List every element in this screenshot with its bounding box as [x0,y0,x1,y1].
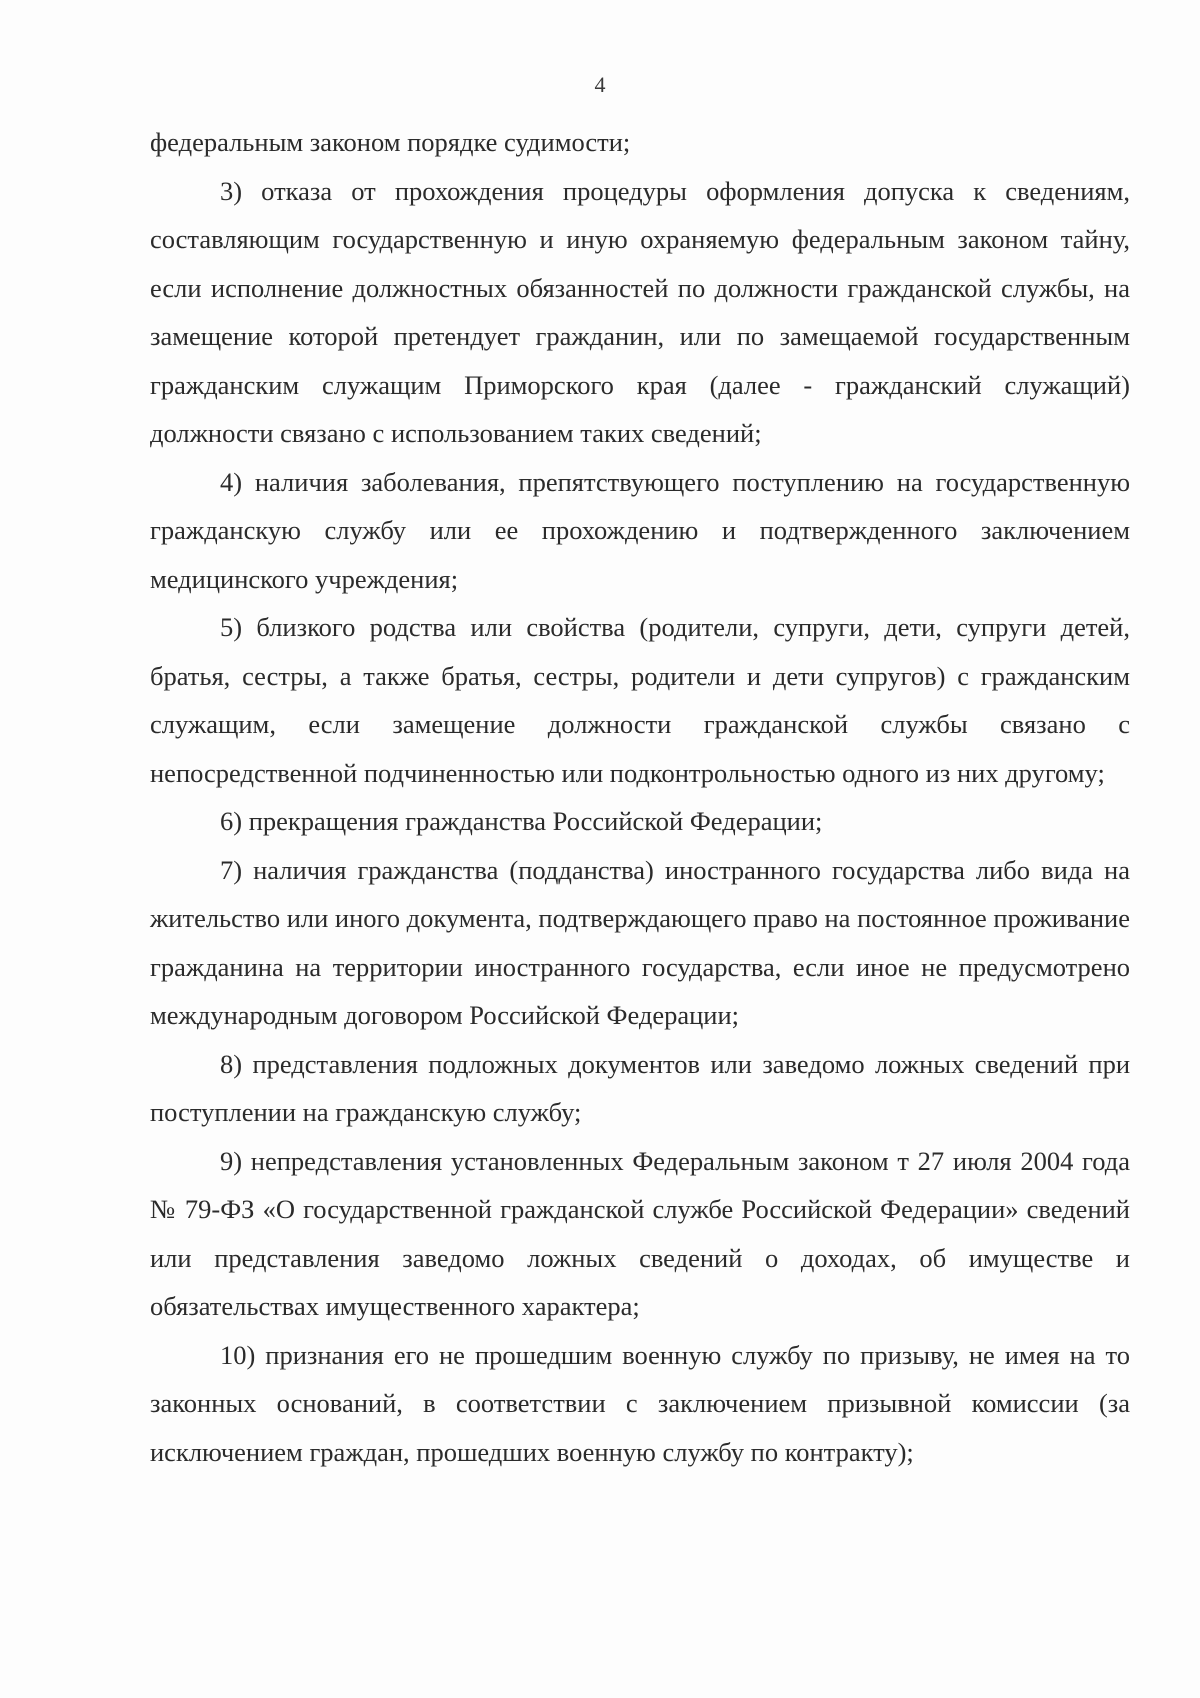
paragraph-item-5: 5) близкого родства или свойства (родители, супруги, дети, супруги детей, братья, сестры, а также братья, сестры, родители и дети супругов) с гражданским служащим, если замещение должности гражданской службы связано с непосредственной подчиненностью или подконтрольностью одного из них другому; [150,612,1130,788]
paragraph-item-4: 4) наличия заболевания, препятствующего поступлению на государственную гражданскую службу или ее прохождению и подтвержденного заключением медицинского учреждения; [150,466,1130,594]
paragraph-item-9: 9) непредставления установленных Федеральным законом т 27 июля 2004 года № 79-ФЗ «О государственной гражданской службе Российской Федерации» сведений или представления заведомо ложных сведений о доходах, об имуществе и обязательствах имущественного характера; [150,1145,1130,1321]
paragraph-continuation: федеральным законом порядке судимости; [150,127,631,157]
paragraph-item-3: 3) отказа от прохождения процедуры оформления допуска к сведениям, составляющим государственную и иную охраняемую федеральным законом тайну, если исполнение должностных обязанностей по должности гражданской службы, на замещение которой претендует гражданин, или по замещаемой государственным гражданским служащим Приморского края (далее - гражданский служащий) должности связано с использованием таких сведений; [150,175,1130,448]
paragraph-item-7: 7) наличия гражданства (подданства) иностранного государства либо вида на жительство или иного документа, подтверждающего право на постоянное проживание гражданина на территории иностранного государства, если иное не предусмотрено международным договором Российской Федерации; [150,854,1130,1030]
page-number: 4 [594,72,606,97]
paragraph-item-10: 10) признания его не прошедшим военную службу по призыву, не имея на то законных оснований, в соответствии с заключением призывной комиссии (за исключением граждан, прошедших военную службу по контракту); [150,1339,1130,1467]
document-body [150,118,1130,1476]
paragraph-item-8: 8) представления подложных документов или заведомо ложных сведений при поступлении на гражданскую службу; [150,1048,1130,1127]
paragraph-item-6: 6) прекращения гражданства Российской Федерации; [220,806,823,836]
